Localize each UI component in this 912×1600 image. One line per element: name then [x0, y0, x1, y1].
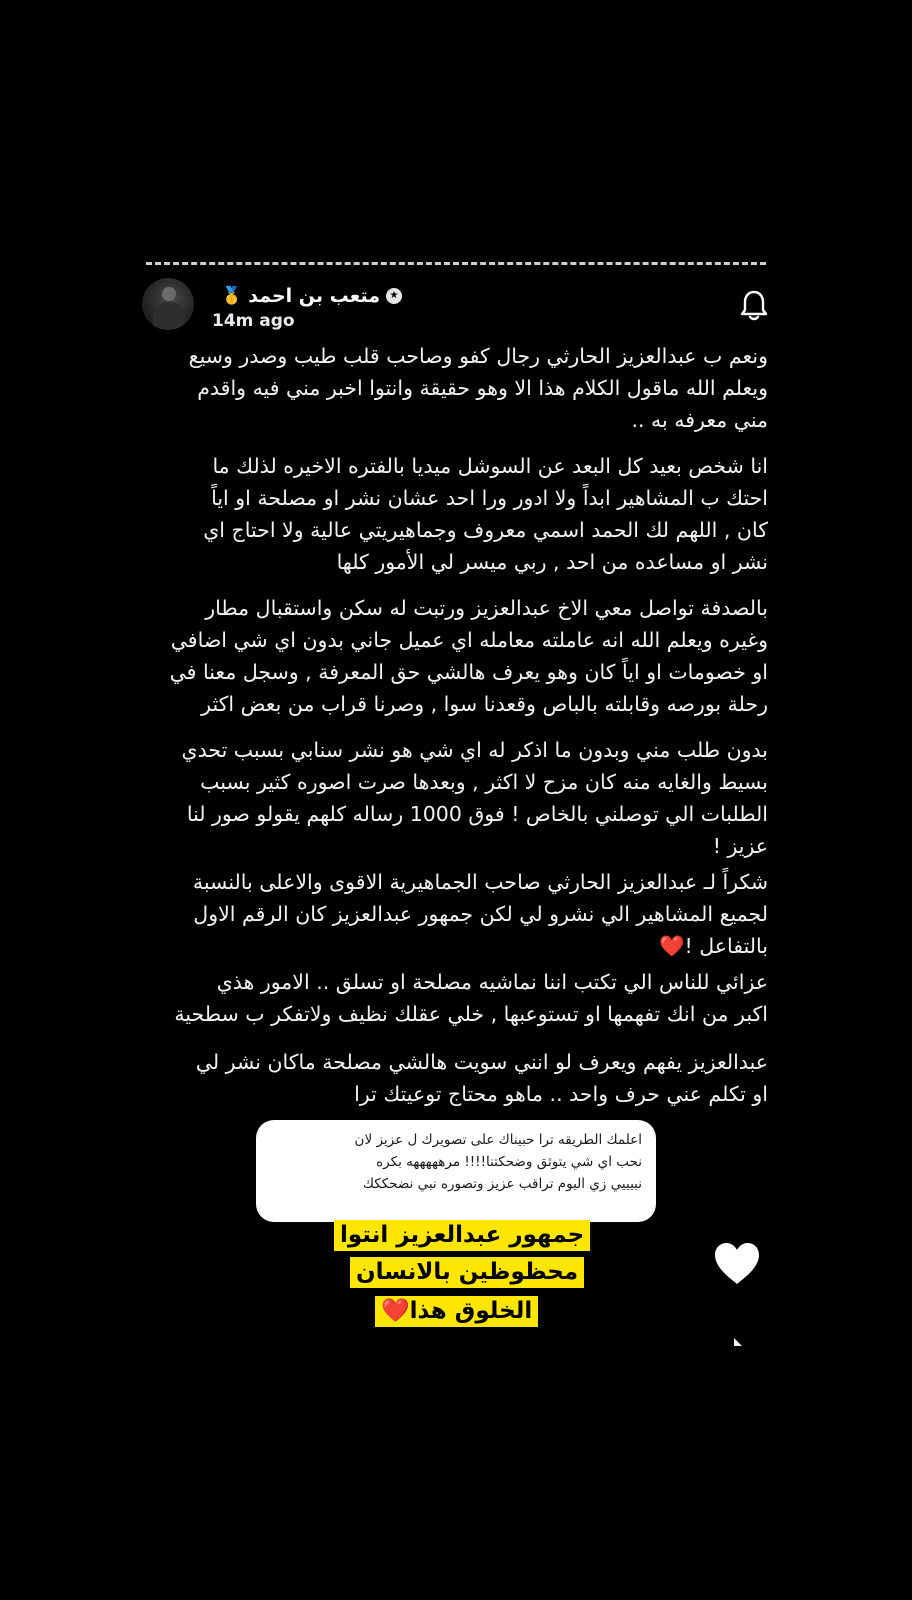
medal-icon: 🥇 [221, 286, 243, 306]
post-paragraph-5: شكراً لـ عبدالعزيز الحارثي صاحب الجماهيرية الاقوى والاعلى بالنسبة لجميع المشاهير الي نشرو لي لكن جمهور عبدالعزيز كان الرقم الاول بالتفاعل !❤️ [192, 870, 768, 958]
post-time: 14m ago [212, 311, 295, 331]
post-paragraph-4: بدون طلب مني وبدون ما اذكر له اي شي هو نشر سنابي بسبب تحدي بسيط والغايه منه كان مزح لا اكثر , وبعدها صرت اصوره كثير بسبب الطلبات الي توصلني بالخاص ! فوق 1000 رساله كلهم يقولو صور لنا عزيز ! [181, 738, 768, 858]
caption-sticker-3: الخلوق هذا❤️ [375, 1296, 538, 1327]
dashed-divider [146, 262, 766, 265]
star-badge-icon: ★ [386, 288, 402, 304]
share-arrow-icon[interactable] [733, 1337, 743, 1347]
bell-icon[interactable] [739, 288, 769, 322]
caption-sticker-2: محظوظين بالانسان [350, 1257, 584, 1288]
post-paragraph-2: انا شخص بعيد كل البعد عن السوشل ميديا بالفتره الاخيره لذلك ما احتك ب المشاهير ابداً ولا ادور ورا احد عشان نشر او مصلحة او اياً كان , اللهم لك الحمد اسمي معروف وجماهيريتي عالية ولا احتاج اي نشر او مساعده من احد , ربي ميسر لي الأمور كلها [203, 454, 768, 574]
post-paragraph-1: ونعم ب عبدالعزيز الحارثي رجال كفو وصاحب قلب طيب وصدر وسيع ويعلم الله ماقول الكلام هذا الا وهو حقيقة وانتوا اخبر مني فيه واقدم مني معرفه به .. [188, 344, 768, 432]
post-paragraph-6: عزائي للناس الي تكتب اننا نماشيه مصلحة او تسلق .. الامور هذي اكبر من انك تفهمها او تستوعبها , خلي عقلك نظيف ولاتفكر ب سطحية [174, 970, 768, 1026]
avatar[interactable] [142, 278, 194, 330]
quoted-reply-card[interactable] [256, 1120, 656, 1222]
author-name[interactable]: متعب بن احمد [248, 285, 380, 307]
author-row[interactable] [212, 282, 402, 310]
heart-icon[interactable] [712, 1240, 762, 1286]
post-paragraph-3: بالصدفة تواصل معي الاخ عبدالعزيز ورتبت له سكن واستقبال مطار وغيره ويعلم الله انه عاملته معامله اي عميل جاني بدون اي شي اضافي او خصومات او اياً كان وهو يعرف هالشي حق المعرفة , وسجل معنا في رحلة بورصه وقابلته بالباص وقعدنا سوا , وصرنا قراب من بعض اكثر [169, 596, 768, 716]
caption-sticker-1: جمهور عبدالعزيز انتوا [334, 1220, 590, 1251]
quoted-reply-text: اعلمك الطريقه ترا حبيناك على تصويرك ل عزيز لان نحب اي شي يتوثق وضحكتنا!!!! مرهههههه بكره نبيييي زي اليوم تراقب عزيز وتصوره نبي نضحككك [354, 1132, 642, 1192]
post-paragraph-7: عبدالعزيز يفهم ويعرف لو انني سويت هالشي مصلحة ماكان نشر لي او تكلم عني حرف واحد .. ماهو محتاج توعيتك ترا [195, 1050, 768, 1106]
